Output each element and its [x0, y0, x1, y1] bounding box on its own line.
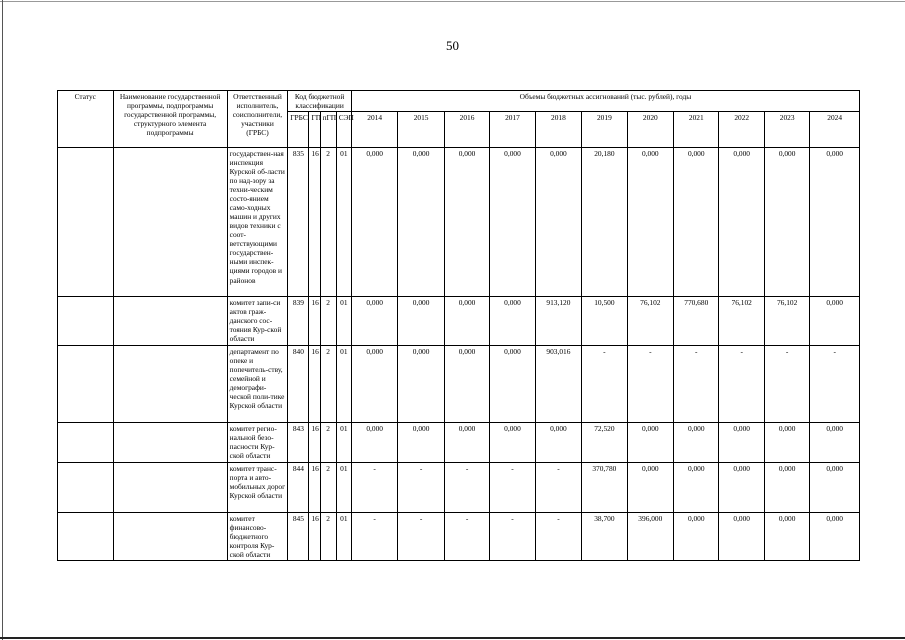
- code-pgp-cell: 2: [320, 297, 336, 346]
- header-year: 2016: [444, 112, 489, 148]
- value-cell: -: [490, 513, 535, 561]
- code-gp-cell: 16: [309, 423, 320, 463]
- code-gp-cell: 16: [309, 148, 320, 297]
- value-cell: 0,000: [398, 346, 444, 423]
- scan-edge-bottom: [0, 637, 905, 639]
- table-row: [58, 297, 860, 346]
- executor-cell: комитет транс-порта и авто-мобильных дорог Курской области: [227, 463, 288, 513]
- program-cell: [113, 513, 227, 561]
- value-cell: 76,102: [764, 297, 809, 346]
- header-year: 2015: [398, 112, 444, 148]
- value-cell: -: [444, 513, 489, 561]
- table-row: [58, 513, 860, 561]
- value-cell: 0,000: [810, 297, 860, 346]
- table-row: [58, 346, 860, 423]
- code-grbs-cell: 844: [288, 463, 309, 513]
- value-cell: -: [398, 513, 444, 561]
- code-gp-cell: 16: [309, 513, 320, 561]
- value-cell: -: [719, 346, 764, 423]
- value-cell: -: [764, 346, 809, 423]
- status-cell: [58, 423, 114, 463]
- status-cell: [58, 513, 114, 561]
- value-cell: 370,780: [582, 463, 627, 513]
- header-code-grbs: ГРБС: [288, 112, 309, 148]
- value-cell: 20,180: [582, 148, 627, 297]
- code-sep-cell: 01: [336, 423, 351, 463]
- executor-cell: комитет финансово-бюджетного контроля Кур-ской области: [227, 513, 288, 561]
- header-amounts: Объемы бюджетных ассигнований (тыс. рублей), годы: [351, 91, 859, 112]
- value-cell: -: [444, 463, 489, 513]
- code-sep-cell: 01: [336, 513, 351, 561]
- value-cell: 0,000: [764, 423, 809, 463]
- value-cell: 0,000: [444, 423, 489, 463]
- value-cell: -: [810, 346, 860, 423]
- value-cell: 396,000: [627, 513, 673, 561]
- value-cell: -: [490, 463, 535, 513]
- header-year: 2021: [674, 112, 719, 148]
- status-cell: [58, 297, 114, 346]
- header-year: 2017: [490, 112, 535, 148]
- value-cell: 0,000: [535, 423, 581, 463]
- value-cell: 0,000: [674, 423, 719, 463]
- status-cell: [58, 148, 114, 297]
- program-cell: [113, 297, 227, 346]
- value-cell: 0,000: [674, 148, 719, 297]
- value-cell: 0,000: [490, 346, 535, 423]
- code-grbs-cell: 840: [288, 346, 309, 423]
- value-cell: 0,000: [810, 513, 860, 561]
- value-cell: 0,000: [719, 423, 764, 463]
- code-gp-cell: 16: [309, 346, 320, 423]
- value-cell: 0,000: [674, 513, 719, 561]
- value-cell: 0,000: [535, 148, 581, 297]
- program-cell: [113, 463, 227, 513]
- header-year: 2020: [627, 112, 673, 148]
- executor-cell: комитет регио-нальной безо-пасности Кур-ской области: [227, 423, 288, 463]
- value-cell: 0,000: [398, 297, 444, 346]
- value-cell: 76,102: [627, 297, 673, 346]
- scan-edge-top: [0, 1, 905, 2]
- code-sep-cell: 01: [336, 346, 351, 423]
- value-cell: 913,120: [535, 297, 581, 346]
- value-cell: 0,000: [810, 463, 860, 513]
- budget-allocations-table: [57, 90, 860, 561]
- code-pgp-cell: 2: [320, 463, 336, 513]
- code-grbs-cell: 835: [288, 148, 309, 297]
- value-cell: 0,000: [764, 463, 809, 513]
- header-code-pgp: пГП: [320, 112, 336, 148]
- header-year: 2019: [582, 112, 627, 148]
- header-executor: Ответственный исполнитель, соисполнители, участники (ГРБС): [227, 91, 288, 148]
- value-cell: 0,000: [351, 346, 397, 423]
- value-cell: 72,520: [582, 423, 627, 463]
- program-cell: [113, 346, 227, 423]
- value-cell: 0,000: [719, 463, 764, 513]
- code-pgp-cell: 2: [320, 423, 336, 463]
- value-cell: 0,000: [444, 346, 489, 423]
- value-cell: 76,102: [719, 297, 764, 346]
- scan-edge-left: [2, 0, 3, 640]
- value-cell: 0,000: [351, 423, 397, 463]
- value-cell: 0,000: [810, 423, 860, 463]
- header-year: 2022: [719, 112, 764, 148]
- value-cell: 38,700: [582, 513, 627, 561]
- header-row-main: [58, 91, 860, 112]
- value-cell: -: [351, 463, 397, 513]
- value-cell: 0,000: [398, 148, 444, 297]
- value-cell: 0,000: [490, 423, 535, 463]
- status-cell: [58, 463, 114, 513]
- value-cell: 0,000: [444, 297, 489, 346]
- code-grbs-cell: 839: [288, 297, 309, 346]
- program-cell: [113, 423, 227, 463]
- value-cell: 0,000: [627, 423, 673, 463]
- value-cell: -: [674, 346, 719, 423]
- header-code-sep: СЭП: [336, 112, 351, 148]
- value-cell: 0,000: [719, 513, 764, 561]
- executor-cell: комитет запи-си актов граж-данского сос-тояния Кур-ской области: [227, 297, 288, 346]
- header-year: 2018: [535, 112, 581, 148]
- code-pgp-cell: 2: [320, 513, 336, 561]
- value-cell: 0,000: [490, 297, 535, 346]
- header-year: 2023: [764, 112, 809, 148]
- code-pgp-cell: 2: [320, 148, 336, 297]
- program-cell: [113, 148, 227, 297]
- header-status: Статус: [58, 91, 114, 148]
- value-cell: 0,000: [398, 423, 444, 463]
- header-year: 2014: [351, 112, 397, 148]
- code-sep-cell: 01: [336, 148, 351, 297]
- value-cell: 0,000: [674, 463, 719, 513]
- code-grbs-cell: 843: [288, 423, 309, 463]
- value-cell: 770,680: [674, 297, 719, 346]
- value-cell: 0,000: [627, 463, 673, 513]
- value-cell: 0,000: [764, 148, 809, 297]
- code-sep-cell: 01: [336, 297, 351, 346]
- value-cell: 0,000: [810, 148, 860, 297]
- value-cell: 903,016: [535, 346, 581, 423]
- executor-cell: государствен-ная инспекция Курской об-ласти по над-зору за техни-ческим состо-янием само-ходных машин и других видов техники с соот-ветствующими государствен-ными инспек-циями городов и районов: [227, 148, 288, 297]
- page-number: 50: [446, 38, 459, 53]
- value-cell: 0,000: [444, 148, 489, 297]
- executor-cell: департамент по опеке и попечитель-ству, семейной и демографи-ческой поли-тике Курской области: [227, 346, 288, 423]
- value-cell: 10,500: [582, 297, 627, 346]
- value-cell: -: [627, 346, 673, 423]
- header-year: 2024: [810, 112, 860, 148]
- value-cell: -: [535, 513, 581, 561]
- table-row: [58, 463, 860, 513]
- code-gp-cell: 16: [309, 463, 320, 513]
- code-pgp-cell: 2: [320, 346, 336, 423]
- value-cell: 0,000: [764, 513, 809, 561]
- value-cell: 0,000: [719, 148, 764, 297]
- code-gp-cell: 16: [309, 297, 320, 346]
- status-cell: [58, 346, 114, 423]
- header-program-name: Наименование государственной программы, подпрограммы государственной программы, структурного элемента подпрограммы: [113, 91, 227, 148]
- header-code-gp: ГП: [309, 112, 320, 148]
- header-budget-code: Код бюджетной классификации: [288, 91, 352, 112]
- value-cell: -: [398, 463, 444, 513]
- value-cell: -: [535, 463, 581, 513]
- value-cell: -: [582, 346, 627, 423]
- value-cell: -: [351, 513, 397, 561]
- table-row: [58, 148, 860, 297]
- value-cell: 0,000: [351, 148, 397, 297]
- code-sep-cell: 01: [336, 463, 351, 513]
- value-cell: 0,000: [627, 148, 673, 297]
- code-grbs-cell: 845: [288, 513, 309, 561]
- value-cell: 0,000: [351, 297, 397, 346]
- value-cell: 0,000: [490, 148, 535, 297]
- table-row: [58, 423, 860, 463]
